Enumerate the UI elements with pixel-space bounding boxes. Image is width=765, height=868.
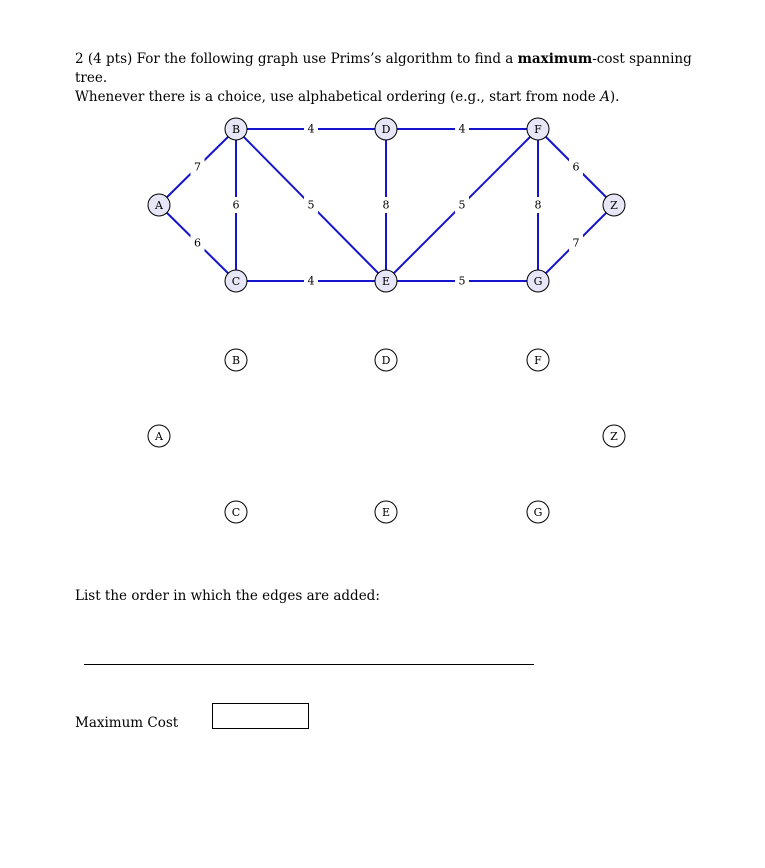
answer-node-label-g: G [533,506,543,519]
edge-weight-BC: 6 [232,198,240,212]
question-number: 2 [75,51,84,67]
maximum-cost-box[interactable] [212,703,309,729]
question-text-before: For the following graph use Prims’s algorithm to find a [136,51,514,67]
question-text-after: -cost spanning tree. [75,51,692,86]
edge-weight-CE: 4 [307,274,315,288]
question-line2-node: A [600,89,610,105]
edge-order-answer-line[interactable] [84,664,534,665]
node-label-c: C [231,275,241,288]
answer-node-label-c: C [231,506,241,519]
node-label-b: B [231,123,241,136]
node-label-z: Z [610,199,618,212]
answer-node-label-a: A [155,430,163,443]
answer-node-label-f: F [534,354,542,367]
node-label-g: G [533,275,543,288]
edge-weight-EF: 5 [458,198,466,212]
answer-node-label-z: Z [610,430,618,443]
question-line2-after: ). [609,89,620,105]
edge-weight-AB: 7 [194,160,201,174]
edge-weight-DE: 8 [382,198,390,212]
answer-nodes [148,349,625,523]
edge-weight-EG: 5 [458,274,466,288]
edge-weight-BD: 4 [307,122,315,136]
edge-weight-DF: 4 [458,122,466,136]
node-label-e: E [381,275,391,288]
edge-weight-GZ: 7 [572,236,580,250]
node-label-f: F [534,123,542,136]
answer-node-label-d: D [381,354,391,367]
answer-node-label-e: E [381,506,391,519]
edge-weight-FG: 8 [534,198,542,212]
question-bold-word: maximum [517,51,593,67]
question-line2-before: Whenever there is a choice, use alphabetical ordering (e.g., start from node [75,89,596,105]
graph-edges [159,121,614,289]
order-prompt: List the order in which the edges are added: [75,588,380,604]
edge-weight-FZ: 6 [572,160,580,174]
maximum-cost-label: Maximum Cost [75,715,179,731]
question-points: (4 pts) [87,51,133,67]
edge-weight-AC: 6 [194,236,201,250]
edge-weight-BE: 5 [307,198,315,212]
answer-node-label-b: B [231,354,241,367]
node-label-a: A [155,199,163,212]
node-label-d: D [381,123,391,136]
